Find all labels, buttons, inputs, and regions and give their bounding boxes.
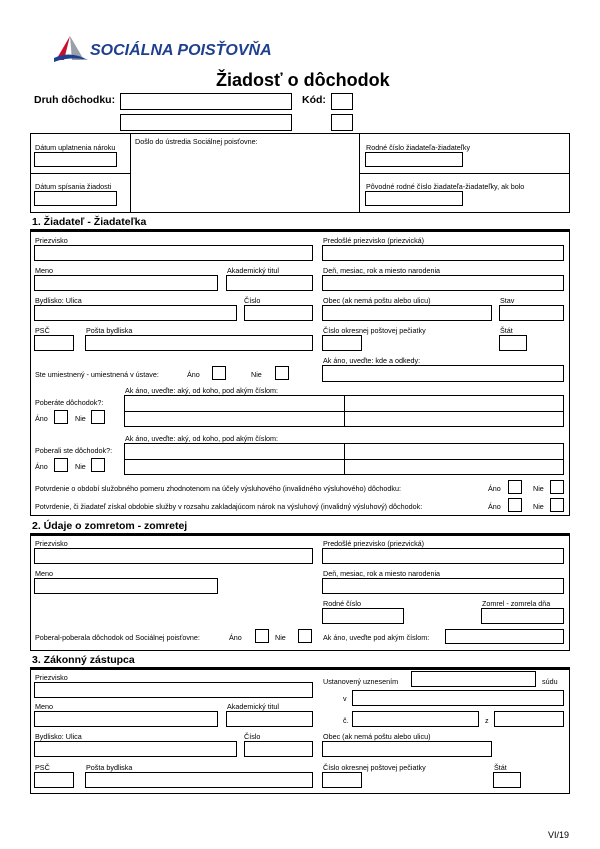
s1-psc-field[interactable]: [34, 335, 74, 351]
s1-receiving-no-label: Nie: [75, 414, 86, 423]
s3-from-field[interactable]: [494, 711, 564, 727]
s1-district-post-field[interactable]: [322, 335, 362, 351]
s1-district-post-label: Číslo okresnej poštovej pečiatky: [323, 326, 426, 335]
page-title: Žiadosť o dôchodok: [216, 70, 390, 90]
s1-received-no-label: Nie: [75, 462, 86, 471]
s1-surname-label: Priezvisko: [35, 236, 68, 245]
s1-receiving-yes-label: Áno: [35, 414, 48, 423]
claim-date-label: Dátum uplatnenia nároku: [35, 143, 116, 152]
s2-pension-no-label: Nie: [275, 633, 286, 642]
section3-title: 3. Zákonný zástupca: [32, 654, 135, 666]
s3-appointed-field[interactable]: [411, 671, 536, 687]
s1-institution-yes-label: Áno: [187, 370, 200, 379]
s3-name-field[interactable]: [34, 711, 218, 727]
birth-number-label: Rodné číslo žiadateľa-žiadateľky: [366, 143, 471, 152]
s1-surname-field[interactable]: [34, 245, 313, 261]
s3-psc-label: PSČ: [35, 763, 50, 772]
s2-birth-info-label: Deň, mesiac, rok a miesto narodenia: [323, 569, 441, 578]
form-code: VI/19: [548, 830, 570, 840]
s1-confirm1-yes-label: Áno: [488, 484, 501, 493]
s3-academic-title-label: Akademický titul: [227, 702, 279, 711]
s1-post-office-field[interactable]: [85, 335, 313, 351]
s1-birth-info-label: Deň, mesiac, rok a miesto narodenia: [323, 266, 441, 275]
s1-confirm2-label: Potvrdenie, či žiadateľ získal obdobie služby v rozsahu zakladajúcom nárok na výsluhový (invalidný výsluhový) dôchodok:: [35, 502, 423, 511]
s2-which-label: Ak áno, uveďte pod akým číslom:: [323, 633, 430, 642]
s1-institution-no-label: Nie: [251, 370, 262, 379]
s1-psc-label: PSČ: [35, 326, 50, 335]
section2-title: 2. Údaje o zomretom - zomretej: [32, 520, 188, 532]
s3-street-field[interactable]: [34, 741, 237, 757]
claim-date-field[interactable]: [34, 152, 117, 167]
code-field-1[interactable]: [331, 93, 353, 110]
s2-name-label: Meno: [35, 569, 53, 578]
s1-confirm1-no-label: Nie: [533, 484, 544, 493]
s3-in-label: v: [343, 694, 347, 703]
s1-receiving-no-checkbox[interactable]: [91, 410, 105, 424]
s3-no-field[interactable]: [352, 711, 479, 727]
s2-died-field[interactable]: [481, 608, 564, 624]
writing-date-label: Dátum spísania žiadosti: [35, 182, 112, 191]
s2-died-label: Zomrel - zomrela dňa: [482, 599, 551, 608]
s3-municipality-label: Obec (ak nemá poštu alebo ulicu): [323, 732, 431, 741]
s2-prev-surname-label: Predošlé priezvisko (priezvická): [323, 539, 425, 548]
s3-street-label: Bydlisko: Ulica: [35, 732, 82, 741]
s1-receiving-question: Poberáte dôchodok?:: [35, 398, 104, 407]
s3-state-label: Štát: [494, 763, 507, 772]
s2-name-field[interactable]: [34, 578, 218, 594]
s3-academic-title-field[interactable]: [226, 711, 313, 727]
s1-municipality-label: Obec (ak nemá poštu alebo ulicu): [323, 296, 431, 305]
s3-post-office-label: Pošta bydliska: [86, 763, 133, 772]
s2-which-field[interactable]: [445, 629, 564, 644]
s1-confirm1-yes-checkbox[interactable]: [508, 480, 522, 494]
s3-state-field[interactable]: [493, 772, 521, 788]
s1-state-label: Štát: [500, 326, 513, 335]
s3-psc-field[interactable]: [34, 772, 74, 788]
s1-received-no-checkbox[interactable]: [91, 458, 105, 472]
s1-receiving-yes-checkbox[interactable]: [54, 410, 68, 424]
s3-municipality-field[interactable]: [322, 741, 492, 757]
s2-pension-no-checkbox[interactable]: [298, 629, 312, 643]
s3-number-label: Číslo: [244, 732, 261, 741]
pension-type-label: Druh dôchodku:: [34, 94, 116, 106]
s1-confirm1-no-checkbox[interactable]: [550, 480, 564, 494]
s1-confirm2-no-checkbox[interactable]: [550, 498, 564, 512]
s1-confirm2-yes-checkbox[interactable]: [508, 498, 522, 512]
s1-confirm2-no-label: Nie: [533, 502, 544, 511]
s2-birth-number-field[interactable]: [322, 608, 404, 624]
s2-birth-number-label: Rodné číslo: [323, 599, 361, 608]
s1-prev-surname-field[interactable]: [322, 245, 564, 261]
s1-municipality-field[interactable]: [322, 305, 492, 321]
s1-received-yes-checkbox[interactable]: [54, 458, 68, 472]
s1-street-label: Bydlisko: Ulica: [35, 296, 82, 305]
s1-name-field[interactable]: [34, 275, 218, 291]
s2-birth-info-field[interactable]: [322, 578, 564, 594]
s1-number-label: Číslo: [244, 296, 261, 305]
s3-name-label: Meno: [35, 702, 53, 711]
s2-pension-yes-label: Áno: [229, 633, 242, 642]
s3-appointed-label: Ustanovený uznesením: [323, 677, 399, 686]
s1-name-label: Meno: [35, 266, 53, 275]
orig-birth-number-label: Pôvodné rodné číslo žiadateľa-žiadateľky, ak bolo: [366, 182, 525, 191]
pension-type-field-2[interactable]: [120, 114, 292, 131]
s1-academic-title-label: Akademický titul: [227, 266, 279, 275]
s3-from-label: z: [485, 716, 489, 725]
s1-institution-where-label: Ak áno, uveďte: kde a odkedy:: [323, 356, 421, 365]
logo: [50, 34, 280, 64]
s1-institution-yes-checkbox[interactable]: [212, 366, 226, 380]
received-label: Došlo do ústredia Sociálnej poisťovne:: [135, 137, 258, 146]
s3-in-field[interactable]: [352, 690, 564, 706]
writing-date-field[interactable]: [34, 191, 117, 206]
s3-number-field[interactable]: [244, 741, 313, 757]
s1-institution-question: Ste umiestnený - umiestnená v ústave:: [35, 370, 159, 379]
s2-surname-field[interactable]: [34, 548, 313, 564]
s3-surname-field[interactable]: [34, 682, 313, 698]
s1-confirm1-label: Potvrdenie o období služobného pomeru zhodnotenom na účely výsluhového (invalidného výsluhového) dôchodku:: [35, 484, 402, 493]
logo-icon: [50, 34, 90, 64]
s2-pension-yes-checkbox[interactable]: [255, 629, 269, 643]
s3-district-post-field[interactable]: [322, 772, 362, 788]
s1-state-field[interactable]: [499, 335, 527, 351]
s1-confirm2-yes-label: Áno: [488, 502, 501, 511]
s3-court-label: súdu: [542, 677, 558, 686]
s1-which-pension-label-1: Ak áno, uveďte: aký, od koho, pod akým číslom:: [125, 386, 279, 395]
s1-status-field[interactable]: [499, 305, 564, 321]
s2-prev-surname-field[interactable]: [322, 548, 564, 564]
s1-which-pension-label-2: Ak áno, uveďte: aký, od koho, pod akým číslom:: [125, 434, 279, 443]
section1-title: 1. Žiadateľ - Žiadateľka: [32, 216, 147, 228]
orig-birth-number-field[interactable]: [365, 191, 463, 206]
s3-post-office-field[interactable]: [85, 772, 313, 788]
pension-type-field-1[interactable]: [120, 93, 292, 110]
s1-received-yes-label: Áno: [35, 462, 48, 471]
s1-prev-surname-label: Predošlé priezvisko (priezvická): [323, 236, 425, 245]
code-label: Kód:: [302, 94, 326, 106]
s1-status-label: Stav: [500, 296, 515, 305]
s1-institution-where-field[interactable]: [322, 365, 564, 382]
s1-number-field[interactable]: [244, 305, 313, 321]
s1-academic-title-field[interactable]: [226, 275, 313, 291]
s1-received-question: Poberali ste dôchodok?:: [35, 446, 113, 455]
s2-pension-question: Poberal-poberala dôchodok od Sociálnej poisťovne:: [35, 633, 200, 642]
s3-district-post-label: Číslo okresnej poštovej pečiatky: [323, 763, 426, 772]
s3-no-label: č.: [343, 716, 349, 725]
s3-surname-label: Priezvisko: [35, 673, 68, 682]
s1-post-office-label: Pošta bydliska: [86, 326, 133, 335]
s1-institution-no-checkbox[interactable]: [275, 366, 289, 380]
s2-surname-label: Priezvisko: [35, 539, 68, 548]
s1-street-field[interactable]: [34, 305, 237, 321]
birth-number-field[interactable]: [365, 152, 463, 167]
code-field-2[interactable]: [331, 114, 353, 131]
s1-birth-info-field[interactable]: [322, 275, 564, 291]
brand-name: SOCIÁLNA POISŤOVŇA: [90, 42, 272, 59]
